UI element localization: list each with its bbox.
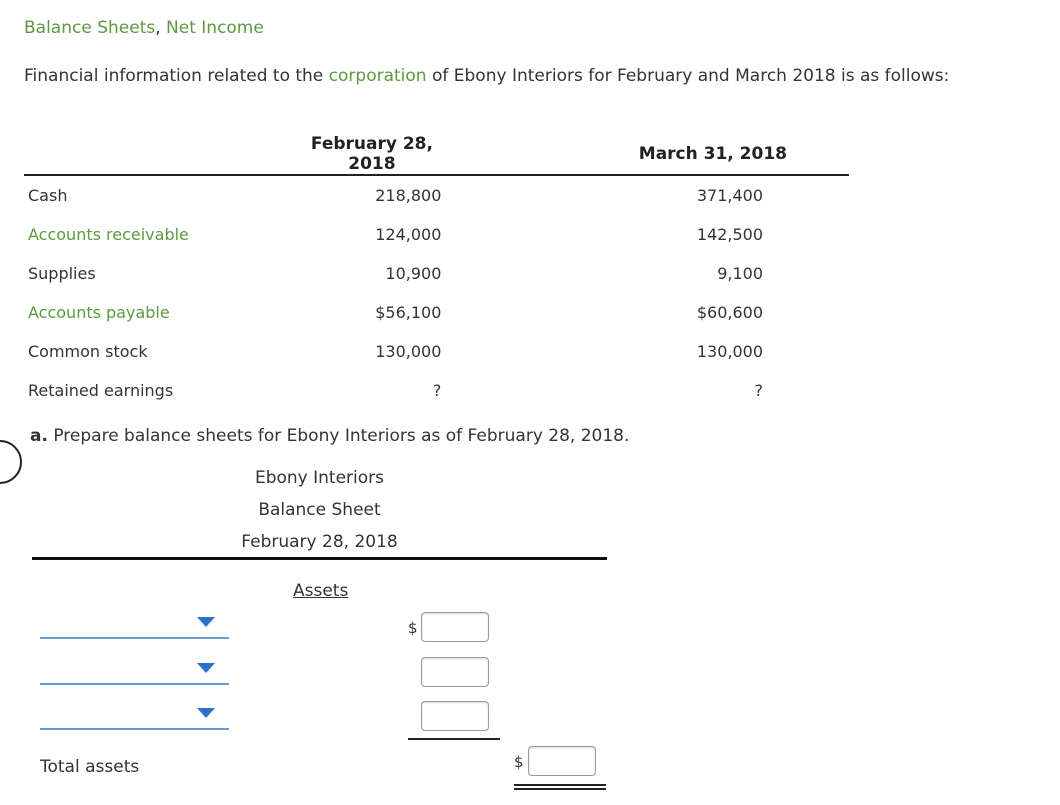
cell-mar: 142,500 — [696, 225, 763, 244]
asset-account-dropdown-1[interactable] — [40, 607, 229, 639]
table-header-row — [24, 134, 849, 175]
dropdown-arrow-icon — [197, 663, 215, 673]
intro-before: Financial information related to the — [24, 66, 329, 86]
asset-account-dropdown-2[interactable] — [40, 653, 229, 685]
cell-feb: 218,800 — [375, 186, 442, 205]
row-label-retained-earnings: Retained earnings — [28, 381, 174, 400]
cell-mar: 9,100 — [717, 264, 763, 283]
bs-company-name: Ebony Interiors — [254, 468, 385, 488]
intro-after: of Ebony Interiors for February and March 2018 is as follows: — [426, 66, 950, 86]
table-row — [24, 371, 849, 410]
cell-feb: $56,100 — [375, 303, 442, 322]
row-label-supplies: Supplies — [28, 264, 96, 283]
question-letter: a. — [30, 426, 48, 446]
bs-date: February 28, 2018 — [241, 532, 398, 552]
cell-mar: 371,400 — [696, 186, 763, 205]
side-circle-icon — [0, 440, 22, 484]
dollar-sign: $ — [514, 753, 524, 771]
question-a — [30, 426, 629, 446]
cell-mar: ? — [754, 381, 763, 400]
cell-feb: 10,900 — [385, 264, 442, 283]
table-row — [24, 332, 849, 371]
title-separator: , — [155, 18, 167, 38]
corporation-link[interactable]: corporation — [328, 66, 427, 86]
table-row — [24, 175, 849, 215]
row-label-cash: Cash — [28, 186, 68, 205]
table-row — [24, 254, 849, 293]
asset-amount-input-2[interactable] — [421, 657, 489, 687]
asset-amount-input-1[interactable] — [421, 612, 489, 642]
assets-section-label: Assets — [293, 581, 349, 601]
table-row — [24, 293, 849, 332]
intro-text — [24, 66, 949, 86]
row-label-accounts-payable[interactable]: Accounts payable — [28, 303, 170, 322]
cell-feb: 124,000 — [375, 225, 442, 244]
total-assets-label: Total assets — [40, 757, 140, 777]
row-label-common-stock: Common stock — [28, 342, 148, 361]
dropdown-arrow-icon — [197, 617, 215, 627]
page-title — [24, 18, 264, 38]
subtotal-rule — [408, 738, 500, 740]
heading-rule — [32, 557, 607, 560]
total-double-rule-top — [514, 784, 606, 786]
dollar-sign: $ — [408, 619, 418, 637]
cell-mar: $60,600 — [696, 303, 763, 322]
title-link-net-income[interactable]: Net Income — [166, 18, 264, 38]
asset-amount-input-3[interactable] — [421, 701, 489, 731]
row-label-accounts-receivable[interactable]: Accounts receivable — [28, 225, 189, 244]
cell-feb: 130,000 — [375, 342, 442, 361]
cell-mar: 130,000 — [696, 342, 763, 361]
title-link-balance-sheets[interactable]: Balance Sheets — [24, 18, 156, 38]
header-mar: March 31, 2018 — [638, 144, 787, 164]
table-row — [24, 215, 849, 254]
dropdown-arrow-icon — [197, 708, 215, 718]
bs-statement-name: Balance Sheet — [258, 500, 381, 520]
total-double-rule-bottom — [514, 788, 606, 790]
total-assets-input[interactable] — [528, 746, 596, 776]
question-text: Prepare balance sheets for Ebony Interiors as of February 28, 2018. — [47, 426, 630, 446]
financial-info-table — [24, 134, 849, 410]
header-feb: February 28, 2018 — [310, 134, 433, 174]
header-blank — [24, 134, 300, 175]
cell-feb: ? — [432, 381, 442, 400]
asset-account-dropdown-3[interactable] — [40, 698, 229, 730]
